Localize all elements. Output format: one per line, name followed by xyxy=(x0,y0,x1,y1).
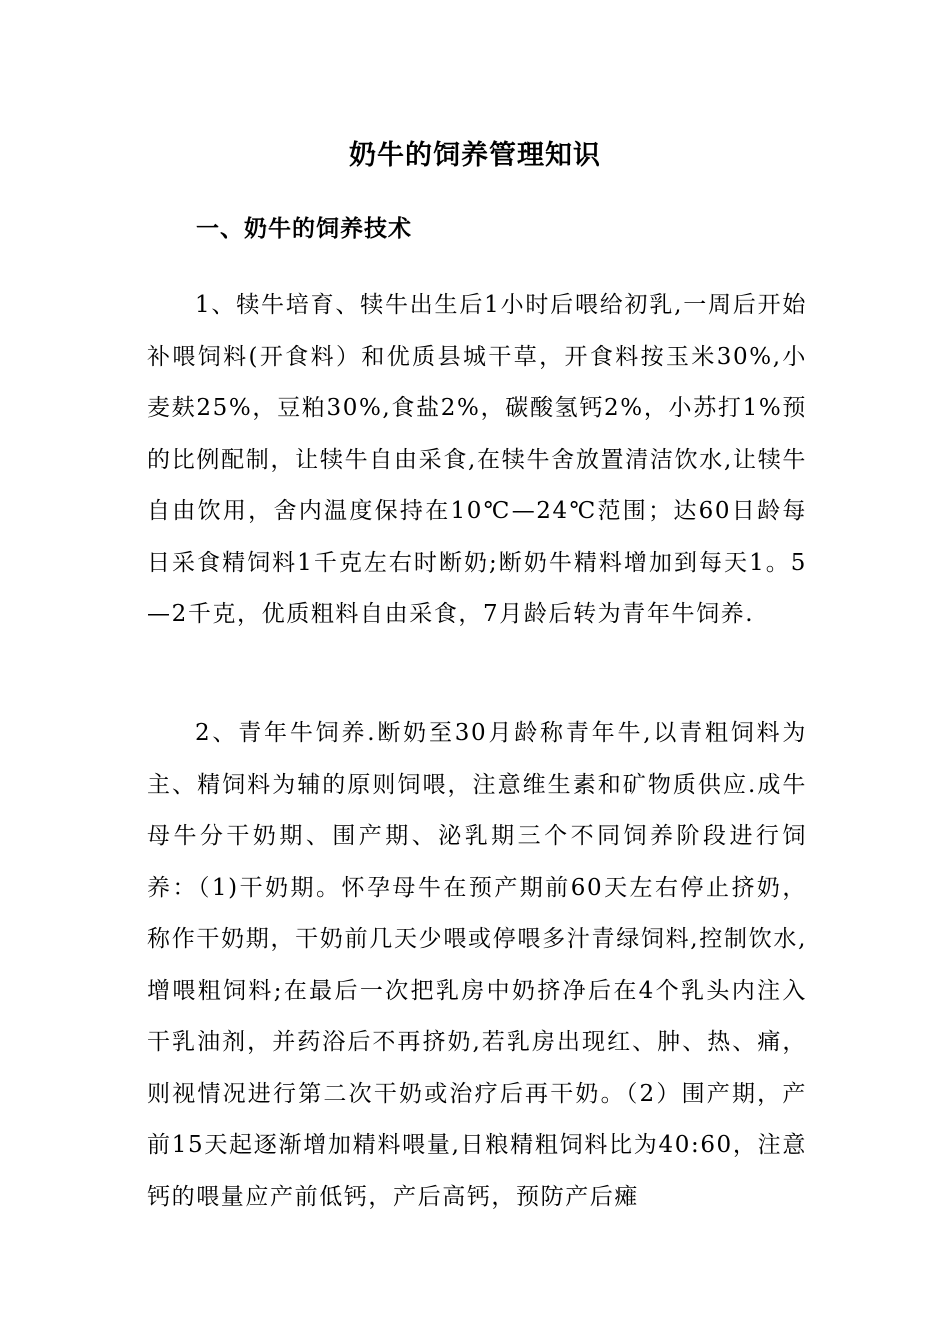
paragraph-heifer-feeding: 2、青年牛饲养.断奶至30月龄称青年牛,以青粗饲料为主、精饲料为辅的原则饲喂，注意维生素和矿物质供应.成牛母牛分干奶期、围产期、泌乳期三个不同饲养阶段进行饲养：（1)干奶期。怀孕母牛在预产期前60天左右停止挤奶，称作干奶期，干奶前几天少喂或停喂多汁青绿饲料,控制饮水,增喂粗饲料;在最后一次把乳房中奶挤净后在4个乳头内注入干乳油剂，并药浴后不再挤奶,若乳房出现红、肿、热、痛，则视情况进行第二次干奶或治疗后再干奶。（2）围产期，产前15天起逐渐增加精料喂量,日粮精粗饲料比为40:60，注意钙的喂量应产前低钙，产后高钙，预防产后瘫 xyxy=(147,720,807,1210)
section-heading: 一、奶牛的饲养技术 xyxy=(196,216,412,242)
paragraph-calf-rearing: 1、犊牛培育、犊牛出生后1小时后喂给初乳,一周后开始补喂饲料(开食料）和优质县城干草，开食料按玉米30%,小麦麸25%，豆粕30%,食盐2%，碳酸氢钙2%，小苏打1%预的比例配制，让犊牛自由采食,在犊牛舍放置清洁饮水,让犊牛自由饮用，舍内温度保持在10℃—24℃范围；达60日龄每日采食精饲料1千克左右时断奶;断奶牛精料增加到每天1。5—2千克，优质粗料自由采食，7月龄后转为青年牛饲养. xyxy=(147,292,807,627)
document-title: 奶牛的饲养管理知识 xyxy=(349,140,601,171)
